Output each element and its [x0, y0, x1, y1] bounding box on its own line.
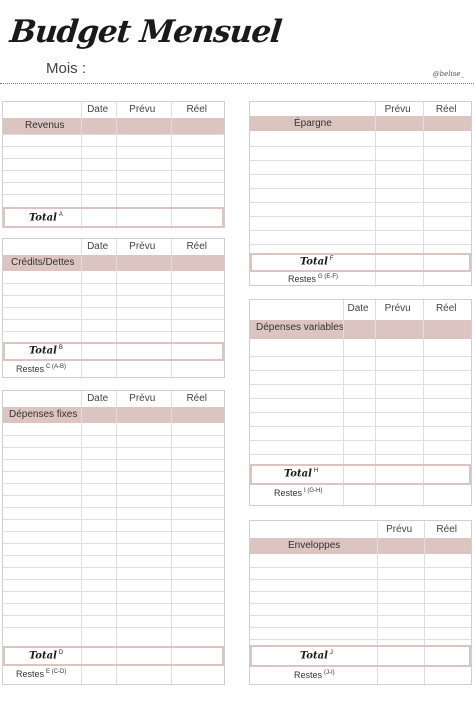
fixes-section: Dépenses fixes [3, 407, 224, 423]
col-reel: Réel [435, 104, 457, 115]
enveloppes-header-row [250, 521, 471, 538]
variables-header-row [250, 300, 471, 318]
variables-restes-label: Restes $^{I (G-H)}$ [274, 488, 323, 498]
enveloppes-panel [249, 520, 472, 685]
col-reel: Réel [186, 393, 208, 404]
epargne-total-row [250, 253, 471, 272]
epargne-header-row [250, 102, 471, 117]
col-prevu: Prévu [386, 524, 413, 535]
col-reel: Réel [435, 303, 457, 314]
fixes-restes-label: Restes $^{E (C-D)}$ [16, 669, 67, 679]
variables-panel [249, 299, 472, 506]
col-reel: Réel [436, 524, 457, 535]
revenus-header-row [3, 102, 224, 117]
fixes-panel [2, 390, 225, 685]
enveloppes-total-label: Total $^J$ [300, 650, 333, 662]
col-reel: Réel [186, 241, 208, 252]
credits-panel [2, 238, 225, 378]
col-date: Date [87, 104, 109, 115]
col-prevu: Prévu [384, 303, 411, 314]
author-handle: @belise_ [432, 70, 464, 78]
epargne-restes-label: Restes $^{G (E-F)}$ [288, 274, 339, 284]
col-prevu: Prévu [129, 393, 156, 404]
variables-total-label: Total $^H$ [284, 468, 319, 480]
revenus-total-label: Total $^A$ [29, 212, 63, 224]
credits-restes-label: Restes $^{C (A-B)}$ [16, 364, 67, 374]
enveloppes-section: Enveloppes [250, 538, 471, 554]
credits-section: Crédits/Dettes [3, 255, 224, 271]
col-prevu: Prévu [129, 241, 156, 252]
col-date: Date [87, 241, 109, 252]
revenus-panel [2, 101, 225, 228]
credits-total-label: Total $^B$ [29, 345, 63, 357]
epargne-total-label: Total $^F$ [300, 256, 334, 268]
dotted-divider [0, 83, 474, 84]
page-title: Budget Mensuel [8, 14, 283, 50]
fixes-header-row [3, 391, 224, 406]
revenus-section: Revenus [3, 118, 224, 134]
variables-section: Dépenses variables [250, 320, 471, 339]
month-label: Mois : [46, 60, 87, 77]
enveloppes-restes-label: Restes $^{(J-I)}$ [294, 670, 335, 680]
col-date: Date [347, 303, 369, 314]
col-date: Date [87, 393, 109, 404]
enveloppes-total-row [250, 645, 471, 667]
epargne-panel [249, 101, 472, 286]
credits-header-row [3, 239, 224, 254]
fixes-total-label: Total $^D$ [29, 650, 64, 662]
col-prevu: Prévu [384, 104, 411, 115]
col-reel: Réel [186, 104, 208, 115]
epargne-section: Épargne [250, 116, 471, 131]
col-prevu: Prévu [129, 104, 156, 115]
